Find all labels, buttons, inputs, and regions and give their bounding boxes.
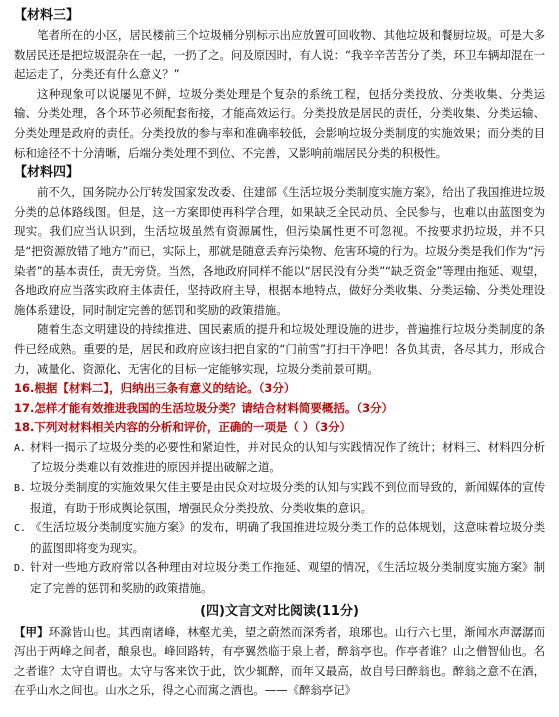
passage-tag: 【甲】 xyxy=(14,624,49,639)
passage-text: 环滁皆山也。其西南诸峰，林壑尤美，望之蔚然而深秀者，琅琊也。山行六七里，渐闻水声潺潺而泻出于两峰之间者，酿泉也。峰回路转，有亭翼然临于泉上者，醉翁亭也。作亭者谁？山之僧智仙也。名之者谁？太守自谓也。太守与客来饮于此，饮少辄醉，而年又最高，故自号曰醉翁也。醉翁之意不在酒，在乎山水之间也。山水之乐，得之心而寓之酒也。——《醉翁亭记》 xyxy=(14,624,545,698)
section-title: (四)文言文对比阅读(11分) xyxy=(200,603,359,619)
material3-paragraph-2: 这种现象可以说屡见不鲜，垃圾分类处理是个复杂的系统工程，包括分类投放、分类收集、分类运输、分类处理，各个环节必须配套衔接，才能高效运行。分类投放是居民的责任，分类收集、分类运输、分类处理是政府的责任。分类投放的参与率和准确率较低，会影响垃圾分类制度的实施效果；而分类的目标和途径不十分清晰，后端分类处理不到位、不完善，又影响前端居民分类的积极性。 xyxy=(14,86,545,160)
option-text: 垃圾分类制度的实施效果欠佳主要是由民众对垃圾分类的认知与实践不到位而导致的，新闻媒体的宣传报道，有助于形成舆论氛围，增强民众分类投放、分类收集的意识。 xyxy=(30,480,545,515)
material4-paragraph-2: 随着生态文明建设的持续推进、国民素质的提升和垃圾处理设施的进步，普遍推行垃圾分类制度的条件已经成熟。重要的是，居民和政府应该扫把自家的“门前雪”打扫干净吧！各负其责，各尽其力，形成合力，减量化、资源化、无害化的目标一定能够实现，垃圾分类前景可期。 xyxy=(14,322,545,376)
material4-paragraph-1: 前不久，国务院办公厅转发国家发改委、住建部《生活垃圾分类制度实施方案》，给出了我国推进垃圾分类的总体路线图。但是，这一方案即使再科学合理，如果缺乏全民动员、全民参与，也难以由蓝图变为现实。我们应当认识到，生活垃圾虽然有资源属性，但污染属性更不可忽视。不按要求扔垃圾，并不只是“把资源放错了地方”而已，实际上，那就是随意丢弃污染物、危害环境的行为。垃圾分类是我们作为“污染者”的基本责任，责无旁贷。当然，各地政府同样不能以“居民没有分类”“缺乏资金”等理由拖延、观望，各地政府应当落实政府主体责任，坚持政府主导，根据本地特点，做好分类收集、分类运输、分类处理设施体系建设，同时制定完善的惩罚和奖励的政策措施。 xyxy=(14,185,545,317)
option-c xyxy=(14,518,545,558)
question-18: 18.下列对材料相关内容的分析和评价，正确的一项是（ ）（3分） xyxy=(14,420,352,435)
option-b xyxy=(14,478,545,518)
option-a xyxy=(14,438,545,478)
passage-jia xyxy=(14,623,545,701)
option-text: 材料一揭示了垃圾分类的必要性和紧迫性，并对民众的认知与实践情况作了统计；材料三、材料四分析了垃圾分类难以有效推进的原因并提出破解之道。 xyxy=(30,439,545,475)
material4-heading: 【材料四】 xyxy=(14,165,80,181)
material3-heading: 【材料三】 xyxy=(14,8,80,23)
option-key: C. xyxy=(14,523,26,535)
question-17: 17.怎样才能有效推进我国的生活垃圾分类？请结合材料简要概括。（3分） xyxy=(14,400,394,415)
option-key: D. xyxy=(14,563,26,575)
option-d xyxy=(14,558,545,598)
option-text: 针对一些地方政府常以各种理由对垃圾分类工作拖延、观望的情况，《生活垃圾分类制度实施方案》制定了完善的惩罚和奖励的政策措施。 xyxy=(30,560,545,596)
option-key: A. xyxy=(14,442,26,454)
option-text: 《生活垃圾分类制度实施方案》的发布，明确了我国推进垃圾分类工作的总体规划，这意味着垃圾分类的蓝图即将变为现实。 xyxy=(30,520,545,555)
question-16: 16.根据【材料二】，归纳出三条有意义的结论。（3分） xyxy=(14,381,296,396)
material3-paragraph-1: 笔者所在的小区，居民楼前三个垃圾桶分别标示出应放置可回收物、其他垃圾和餐厨垃圾。可是大多数居民还是把垃圾混杂在一起，一扔了之。问及原因时，有人说：“我辛辛苦苦分了类，环卫车辆却混在一起运走了，分类还有什么意义？” xyxy=(14,28,545,82)
option-key: B. xyxy=(14,483,26,495)
